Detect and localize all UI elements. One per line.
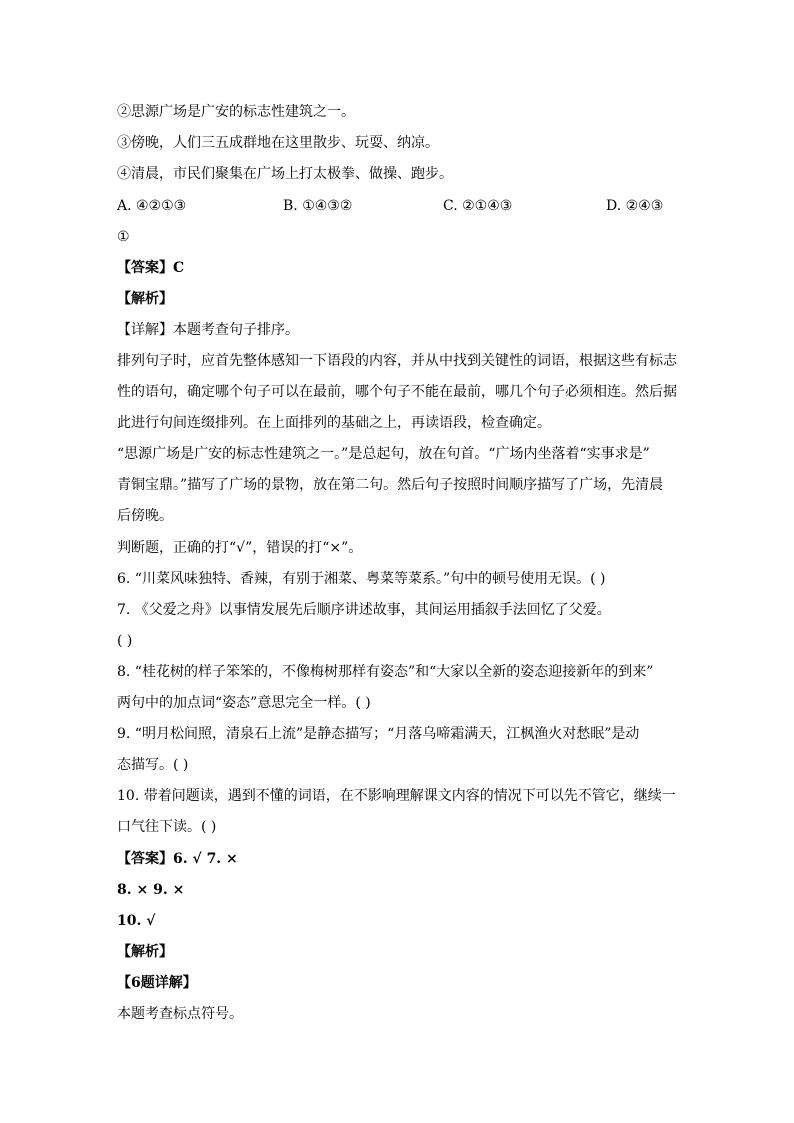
option-a: A. ④②①③ <box>117 198 187 214</box>
question-10-line-1: 10. 带着问题读，遇到不懂的词语，在不影响理解课文内容的情况下可以先不管它，继续一 <box>117 788 676 804</box>
option-c: C. ②①④③ <box>443 198 513 214</box>
answer-label-1: 【答案】C <box>117 260 185 276</box>
answer-label-2: 【答案】6. √ 7. × <box>117 851 238 867</box>
question-6: 6. “川菜风味独特、香辣，有别于湘菜、粤菜等菜系。”句中的顿号使用无误。( ) <box>117 571 606 587</box>
question-9-line-2: 态描写。( ) <box>117 757 189 773</box>
answer-line-2: 8. × 9. × <box>117 882 185 898</box>
sentence-2: ②思源广场是广安的标志性建筑之一。 <box>117 104 355 120</box>
option-d: D. ②④③ <box>606 198 664 214</box>
para1-line-3: 此进行句间连缀排列。在上面排列的基础之上，再读语段，检查确定。 <box>117 415 551 431</box>
para2-line-2: 青铜宝鼎。”描写了广场的景物，放在第二句。然后句子按照时间顺序描写了广场，先清晨 <box>117 477 664 493</box>
final-line: 本题考查标点符号。 <box>117 1006 243 1022</box>
para2-line-1: “思源广场是广安的标志性建筑之一。”是总起句，放在句首。“广场内坐落着“实事求是” <box>117 446 650 462</box>
analysis-label-1: 【解析】 <box>117 291 173 307</box>
sentence-3: ③傍晚，人们三五成群地在这里散步、玩耍、纳凉。 <box>117 135 439 151</box>
option-d-continued: ① <box>117 229 130 245</box>
option-b: B. ①④③② <box>283 198 353 214</box>
para1-line-2: 性的语句，确定哪个句子可以在最前，哪个句子不能在最前，哪几个句子必须相连。然后据 <box>117 384 677 400</box>
question-7-line-2: ( ) <box>117 633 133 649</box>
sentence-4: ④清晨，市民们聚集在广场上打太极拳、做操、跑步。 <box>117 166 453 182</box>
instruction: 判断题，正确的打“√”，错误的打“×”。 <box>117 540 363 556</box>
question-8-line-2: 两句中的加点词“姿态”意思完全一样。( ) <box>117 695 371 711</box>
question-9-line-1: 9. “明月松间照，清泉石上流”是静态描写；“月落乌啼霜满天，江枫渔火对愁眠”是动 <box>117 726 640 742</box>
para2-line-3: 后傍晚。 <box>117 508 173 524</box>
detail-label-1: 【详解】本题考查句子排序。 <box>117 322 299 338</box>
question-8-line-1: 8. “桂花树的样子笨笨的，不像梅树那样有姿态”和“大家以全新的姿态迎接新年的到来” <box>117 664 654 680</box>
analysis-label-2: 【解析】 <box>117 944 173 960</box>
question-7-line-1: 7. 《父爱之舟》以事情发展先后顺序讲述故事，其间运用插叙手法回忆了父爱。 <box>117 602 611 618</box>
detail-label-6: 【6题详解】 <box>117 975 197 991</box>
para1-line-1: 排列句子时，应首先整体感知一下语段的内容，并从中找到关键性的词语，根据这些有标志 <box>117 353 677 369</box>
question-10-line-2: 口气往下读。( ) <box>117 819 217 835</box>
answer-line-3: 10. √ <box>117 913 156 929</box>
